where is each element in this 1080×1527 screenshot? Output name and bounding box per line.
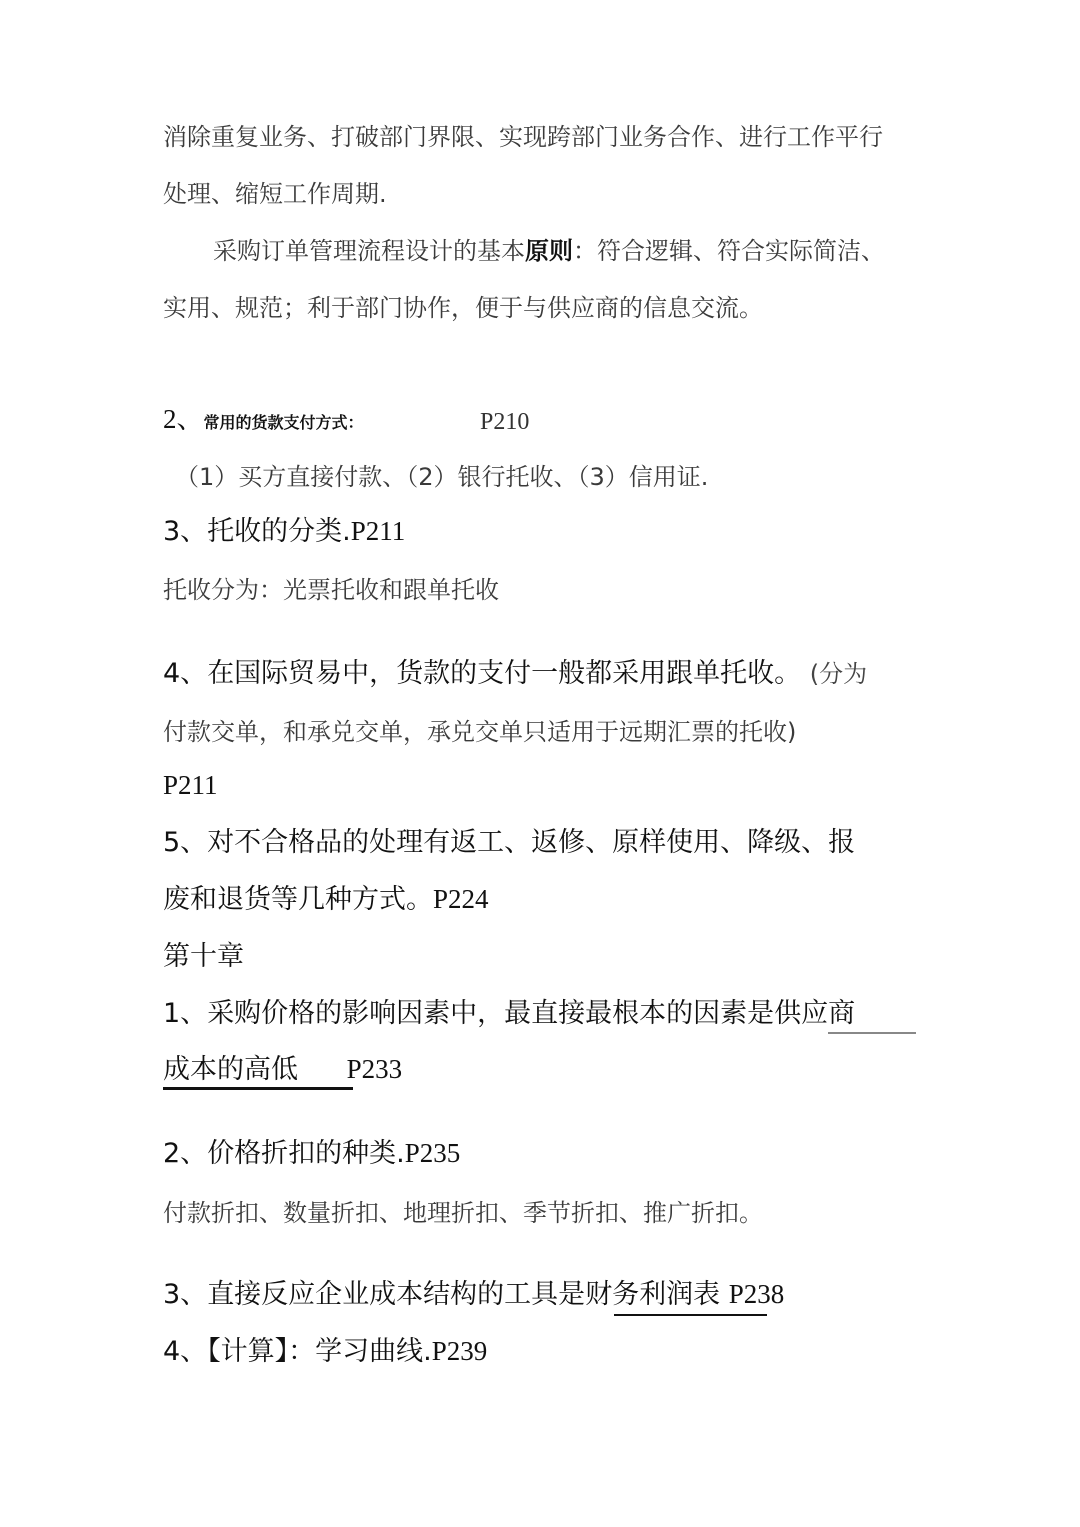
item-2-answer (175, 465, 708, 489)
page-ref: P211 (163, 770, 218, 800)
principle-line-2 (163, 296, 763, 320)
page-ref: P233 (346, 1054, 403, 1084)
item-3-answer (163, 578, 499, 602)
item-title: 托收的分类. (207, 516, 351, 547)
item-4-heading (163, 660, 867, 687)
item-title: 对不合格品的处理有返工、返修、原样使用、降级、报 (207, 827, 856, 858)
ch10-item-2-heading (163, 1140, 460, 1167)
item-title: 价格折扣的种类. (207, 1138, 405, 1169)
page-ref: P211 (350, 516, 406, 546)
item-note-continued: 付款交单，和承兑交单，承兑交单只适用于远期汇票的托收) (163, 718, 797, 746)
item-title: 【计算】：学习曲线. (207, 1336, 432, 1367)
answer-text: 付款折扣、数量折扣、地理折扣、季节折扣、推广折扣。 (163, 1199, 763, 1227)
item-title: 直接反应企业成本结构的工具是 (207, 1279, 586, 1310)
principle-bold: 原则 (525, 237, 573, 265)
underline-3 (614, 1314, 767, 1316)
underline-1a (828, 1032, 916, 1034)
page-ref: P235 (404, 1138, 461, 1168)
ch10-item-4-heading (163, 1338, 487, 1365)
item-number: 2、 (163, 404, 204, 434)
item-number: 5、 (163, 827, 208, 858)
page-ref: P224 (433, 884, 489, 914)
underlined-answer: 财务利润表 (585, 1279, 721, 1310)
item-4-page-ref (163, 772, 218, 799)
ch10-item-1-line-2 (163, 1056, 402, 1083)
item-number: 3、 (163, 1279, 208, 1310)
item-number: 2、 (163, 1138, 208, 1169)
item-5-line-2 (163, 886, 489, 913)
underline-1b (163, 1087, 353, 1090)
page-ref: P238 (728, 1279, 785, 1309)
answer-text: 托收分为：光票托收和跟单托收 (163, 576, 499, 604)
chapter-heading: 第十章 (163, 941, 244, 972)
item-3-heading (163, 518, 405, 545)
item-number: 4、 (163, 1336, 208, 1367)
item-title: 常用的货款支付方式： (203, 413, 364, 432)
answer-text: （1）买方直接付款、（2）银行托收、（3）信用证. (175, 463, 709, 491)
item-2-heading (163, 406, 364, 433)
ch10-item-3-heading (163, 1281, 784, 1308)
chapter-title (163, 943, 244, 970)
item-note: (分为 (809, 660, 868, 688)
item-number: 1、 (163, 998, 208, 1029)
principle-rest: ：符合逻辑、符合实际简洁、 (573, 237, 885, 265)
intro-text-2: 处理、缩短工作周期. (163, 180, 387, 208)
item-4-note-line-2 (163, 720, 796, 744)
item-5-line-1 (163, 829, 855, 856)
principle-line-1 (213, 239, 885, 263)
underlined-answer: 供应商 (774, 998, 856, 1029)
item-title: 在国际贸易中，货款的支付一般都采用跟单托收。 (207, 658, 802, 689)
intro-text-1: 消除重复业务、打破部门界限、实现跨部门业务合作、进行工作平行 (163, 123, 883, 151)
item-title-continued: 废和退货等几种方式。 (163, 884, 433, 915)
item-number: 4、 (163, 658, 208, 689)
ch10-item-1-line-1 (163, 1000, 855, 1027)
item-number: 3、 (163, 516, 208, 547)
principle-prefix: 采购订单管理流程设计的基本 (213, 237, 525, 265)
item-2-page-ref (480, 410, 529, 434)
page-ref: P239 (431, 1336, 488, 1366)
item-title: 采购价格的影响因素中，最直接最根本的因素是 (207, 998, 775, 1029)
intro-line-1 (163, 125, 883, 149)
intro-line-2 (163, 182, 387, 206)
principle-text-2: 实用、规范；利于部门协作，便于与供应商的信息交流。 (163, 294, 763, 322)
ch10-item-2-answer (163, 1201, 763, 1225)
underlined-answer-continued: 成本的高低 (163, 1054, 298, 1085)
page-ref: P210 (480, 409, 530, 435)
